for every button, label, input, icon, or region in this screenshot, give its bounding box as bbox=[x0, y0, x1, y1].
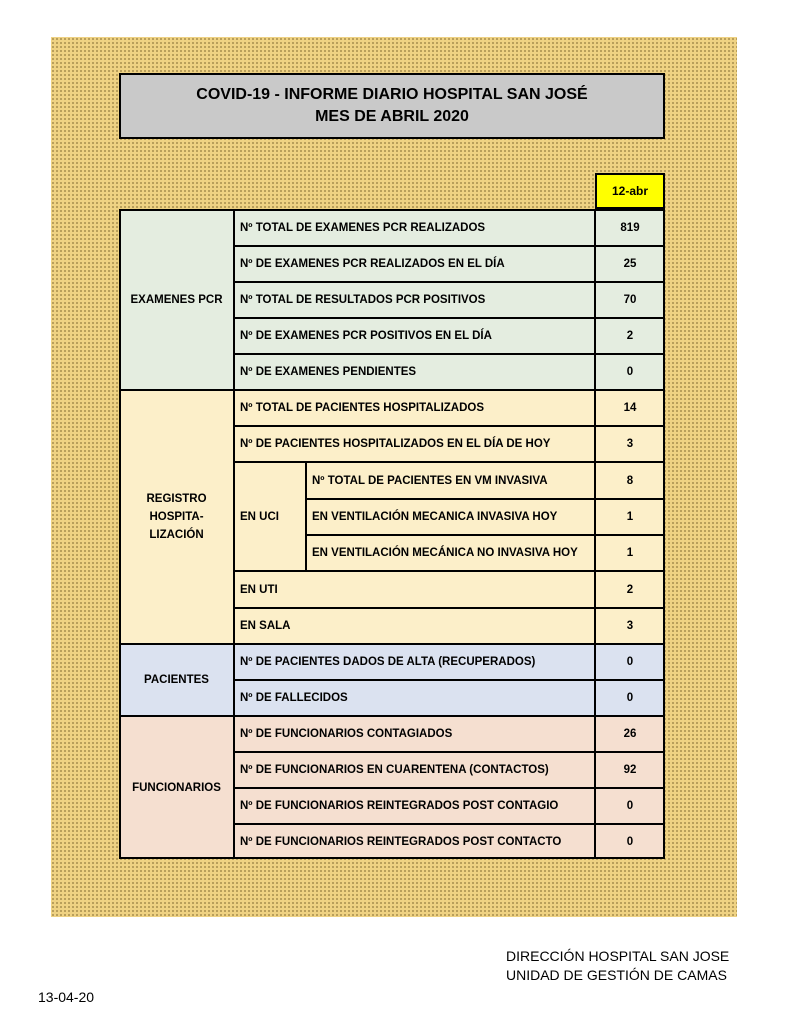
row-label: Nº DE FUNCIONARIOS REINTEGRADOS POST CONTACTO bbox=[234, 824, 595, 859]
row-value: 0 bbox=[595, 354, 665, 390]
value-column-divider bbox=[594, 209, 596, 859]
row-value: 25 bbox=[595, 246, 665, 282]
section-label-line: HOSPITA- bbox=[149, 511, 204, 523]
section-pacientes bbox=[119, 644, 234, 716]
footer-line-unidad: UNIDAD DE GESTIÓN DE CAMAS bbox=[506, 967, 727, 983]
row-value: 0 bbox=[595, 824, 665, 859]
footer-date: 13-04-20 bbox=[38, 989, 95, 1005]
section-label-line: REGISTRO bbox=[146, 493, 207, 505]
section-label: PACIENTES bbox=[144, 674, 209, 686]
row-value: 3 bbox=[595, 426, 665, 462]
row-label: Nº DE PACIENTES DADOS DE ALTA (RECUPERADOS) bbox=[234, 644, 595, 680]
footer-signature bbox=[506, 947, 729, 985]
subsection-en-uci bbox=[234, 462, 306, 571]
row-value: 1 bbox=[595, 535, 665, 571]
date-header: 12-abr bbox=[595, 173, 665, 209]
section-funcionarios bbox=[119, 716, 234, 859]
row-value: 14 bbox=[595, 390, 665, 426]
row-label: Nº DE FUNCIONARIOS EN CUARENTENA (CONTACTOS) bbox=[234, 752, 595, 788]
row-label: Nº TOTAL DE RESULTADOS PCR POSITIVOS bbox=[234, 282, 595, 318]
row-label: Nº DE FUNCIONARIOS CONTAGIADOS bbox=[234, 716, 595, 752]
section-label: FUNCIONARIOS bbox=[132, 781, 221, 794]
row-value: 3 bbox=[595, 608, 665, 644]
section-label-line: LIZACIÓN bbox=[149, 529, 204, 541]
report-subtitle: MES DE ABRIL 2020 bbox=[315, 108, 469, 125]
row-value: 92 bbox=[595, 752, 665, 788]
row-label: EN UTI bbox=[234, 571, 595, 608]
row-label: Nº TOTAL DE EXAMENES PCR REALIZADOS bbox=[234, 209, 595, 246]
row-value: 1 bbox=[595, 499, 665, 535]
report-title-box bbox=[119, 73, 665, 139]
row-label: Nº DE EXAMENES PCR REALIZADOS EN EL DÍA bbox=[234, 246, 595, 282]
row-label: Nº DE FUNCIONARIOS REINTEGRADOS POST CONTAGIO bbox=[234, 788, 595, 824]
row-label: Nº DE EXAMENES PCR POSITIVOS EN EL DÍA bbox=[234, 318, 595, 354]
report-title: COVID-19 - INFORME DIARIO HOSPITAL SAN JOSÉ bbox=[196, 86, 588, 103]
subsection-label: EN UCI bbox=[240, 510, 279, 523]
row-value: 8 bbox=[595, 462, 665, 499]
row-label: Nº TOTAL DE PACIENTES HOSPITALIZADOS bbox=[234, 390, 595, 426]
row-label: EN VENTILACIÓN MECANICA INVASIVA HOY bbox=[306, 499, 595, 535]
row-value: 26 bbox=[595, 716, 665, 752]
row-label: EN SALA bbox=[234, 608, 595, 644]
row-value: 0 bbox=[595, 644, 665, 680]
section-examenes-pcr bbox=[119, 209, 234, 390]
row-value: 2 bbox=[595, 571, 665, 608]
row-label: EN VENTILACIÓN MECÁNICA NO INVASIVA HOY bbox=[306, 535, 595, 571]
row-value: 0 bbox=[595, 788, 665, 824]
row-label: Nº DE EXAMENES PENDIENTES bbox=[234, 354, 595, 390]
row-value: 70 bbox=[595, 282, 665, 318]
section-registro-hospitalizacion bbox=[119, 390, 234, 644]
section-label: EXAMENES PCR bbox=[130, 293, 223, 306]
row-label: Nº DE FALLECIDOS bbox=[234, 680, 595, 716]
row-label: Nº DE PACIENTES HOSPITALIZADOS EN EL DÍA DE HOY bbox=[234, 426, 595, 462]
row-value: 2 bbox=[595, 318, 665, 354]
footer-line-direccion: DIRECCIÓN HOSPITAL SAN JOSE bbox=[506, 948, 730, 964]
row-value: 0 bbox=[595, 680, 665, 716]
row-value: 819 bbox=[595, 209, 665, 246]
row-label: Nº TOTAL DE PACIENTES EN VM INVASIVA bbox=[306, 462, 595, 499]
